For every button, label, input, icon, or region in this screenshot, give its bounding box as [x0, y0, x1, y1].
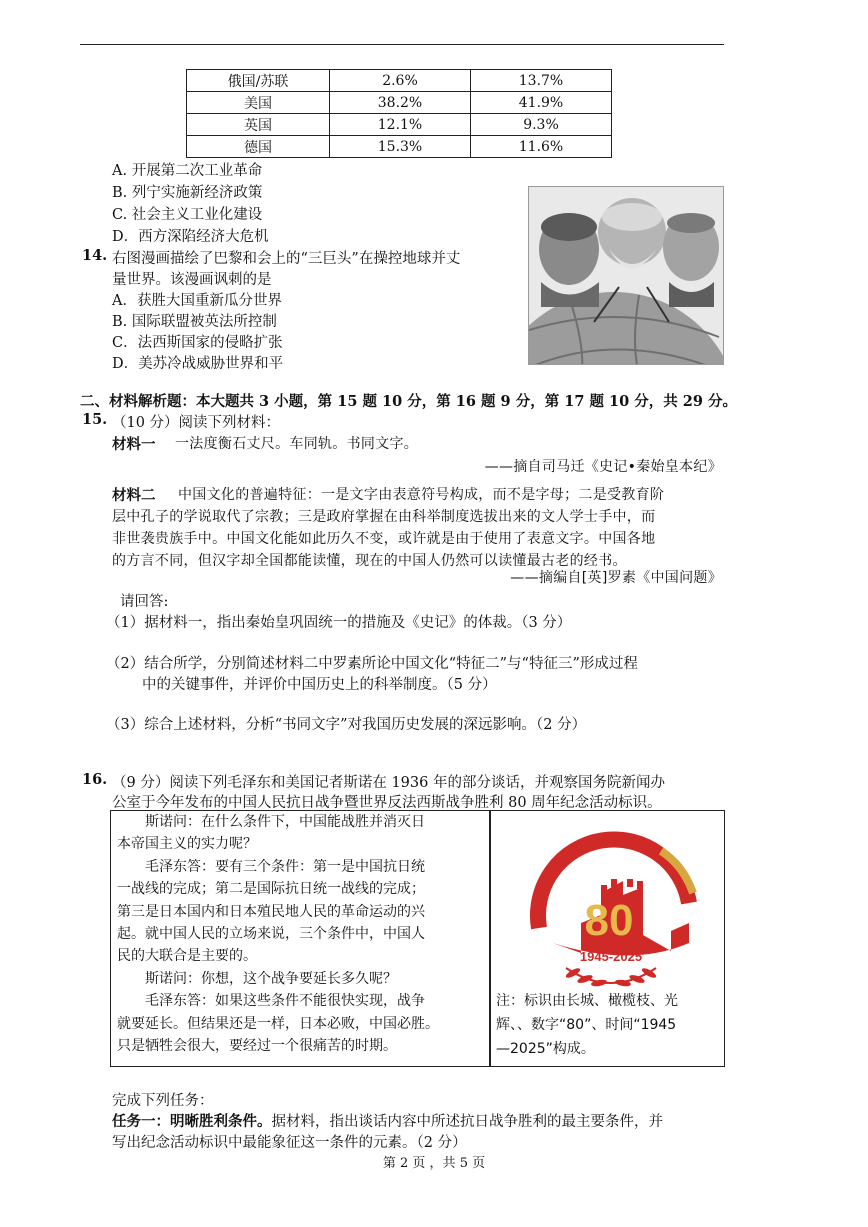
task1-text: 据材料，指出谈话内容中所述抗日战争胜利的最主要条件，并	[271, 1114, 663, 1130]
q15-sub1: （1）据材料一，指出秦始皇巩固统一的措施及《史记》的体裁。（3 分）	[106, 615, 572, 631]
q14-option-c: C．法西斯国家的侵略扩张	[112, 335, 283, 351]
logo-years: 1945-2025	[579, 949, 643, 964]
q14-stem-cont: 量世界。该漫画讽刺的是	[112, 272, 272, 288]
q16-material-box	[110, 810, 725, 1067]
dialog-line: 本帝国主义的实力呢？	[117, 836, 257, 853]
logo-number: 80	[584, 896, 634, 945]
q15-material2-line: 层中孔子的学说取代了宗教；三是政府掌握在由科举制度选拔出来的文人学士手中，而	[112, 509, 656, 525]
q15-ask: 请回答:	[120, 594, 169, 610]
table-row	[187, 70, 612, 92]
page-footer: 第 2 页 ，共 5 页	[382, 1156, 486, 1171]
q15-material2-line: 的方言不同，但汉字却全国都能读懂，现在的中国人仍然可以读懂最古老的经书。	[112, 553, 627, 569]
q16-tasks-intro: 完成下列任务：	[112, 1093, 214, 1109]
q13-option-c: C. 社会主义工业化建设	[112, 207, 263, 223]
q15-sub2-cont: 中的关键事件，并评价中国历史上的科举制度。（5 分）	[142, 677, 497, 693]
dialog-line: 民的大联合是主要的。	[117, 948, 257, 965]
table-cell: 15.3%	[330, 136, 471, 158]
q13-option-b: B. 列宁实施新经济政策	[112, 185, 263, 201]
table-row	[187, 92, 612, 114]
q16-intro-cont: 公室于今年发布的中国人民抗日战争暨世界反法西斯战争胜利 80 周年纪念活动标识。	[112, 795, 662, 811]
dialog-line: 毛泽东答：如果这些条件不能很快实现，战争	[145, 993, 425, 1010]
note-line: 辉、、数字“80”、时间“1945	[496, 1017, 677, 1033]
q15-sub2: （2）结合所学，分别简述材料二中罗素所论中国文化“特征二”与“特征三”形成过程	[106, 656, 638, 672]
q14-number: 14.	[82, 247, 108, 264]
dialog-line: 第三是日本国内和日本殖民地人民的革命运动的兴	[117, 903, 425, 920]
q15-material1-label: 材料一	[112, 436, 156, 453]
dialog-line: 斯诺问：在什么条件下，中国能战胜并消灭日	[145, 814, 425, 830]
table-cell: 2.6%	[330, 70, 471, 92]
logo-note	[496, 989, 720, 1061]
q16-number: 16.	[82, 771, 108, 788]
anniversary-logo-icon	[511, 823, 711, 993]
q13-option-a: A. 开展第二次工业革命	[112, 163, 263, 179]
q15-material2-source: ——摘编自[英]罗素《中国问题》	[510, 570, 722, 586]
dialog-line: 斯诺问：你想，这个战争要延长多久呢？	[145, 970, 397, 987]
q15-intro: （10 分）阅读下列材料：	[112, 415, 281, 431]
q15-material2-line: 非世袭贵族手中。中国文化能如此历久不变，或许就是由于使用了表意文字。中国各地	[112, 531, 656, 547]
dialog-line: 毛泽东答：要有三个条件：第一是中国抗日统	[145, 858, 425, 875]
dialog-line: 就要延长。但结果还是一样，日本必败，中国必胜。	[117, 1015, 439, 1032]
table-cell: 9.3%	[471, 114, 612, 136]
q15-material2-label: 材料二	[112, 487, 156, 504]
q15-number: 15.	[82, 411, 108, 428]
table-cell: 12.1%	[330, 114, 471, 136]
q16-task1	[112, 1110, 663, 1131]
q14-option-a: A．获胜大国重新瓜分世界	[112, 293, 282, 309]
q14-stem: 右图漫画描绘了巴黎和会上的“三巨头”在操控地球并丈	[112, 251, 461, 267]
section-heading: 二、材料解析题：本大题共 3 小题，第 15 题 10 分，第 16 题 9 分，第 17 题 10 分，共 29 分。	[80, 393, 738, 410]
table-cell: 美国	[187, 92, 330, 114]
mao-snow-dialog	[117, 811, 485, 1057]
q16-intro: （9 分）阅读下列毛泽东和美国记者斯诺在 1936 年的部分谈话，并观察国务院新闻办	[112, 775, 665, 791]
table-cell: 38.2%	[330, 92, 471, 114]
dialog-line: 只是牺牲会很大，要经过一个很痛苦的时期。	[117, 1038, 397, 1055]
q15-material1-text: 一法度衡石丈尺。车同轨。书同文字。	[175, 436, 419, 452]
q16-task1-cont: 写出纪念活动标识中最能象征这一条件的元素。（2 分）	[112, 1135, 467, 1151]
q14-option-d: D．美苏冷战威胁世界和平	[112, 356, 284, 372]
table-cell: 13.7%	[471, 70, 612, 92]
table-cell: 俄国/苏联	[187, 70, 330, 92]
q15-sub3: （3）综合上述材料，分析“书同文字”对我国历史发展的深远影响。（2 分）	[106, 717, 587, 733]
q15-material2-line: 中国文化的普遍特征：一是文字由表意符号构成，而不是字母；二是受教育阶	[178, 487, 665, 503]
table-cell: 英国	[187, 114, 330, 136]
table-cell: 11.6%	[471, 136, 612, 158]
dialog-line: 一战线的完成；第二是国际抗日统一战线的完成；	[117, 881, 425, 898]
dialog-line: 起。就中国人民的立场来说，三个条件中，中国人	[117, 926, 425, 943]
q13-option-d: D．西方深陷经济大危机	[112, 229, 269, 245]
note-line: —2025”构成。	[496, 1041, 595, 1057]
top-rule	[80, 44, 724, 45]
table-row	[187, 114, 612, 136]
industry-share-table	[186, 69, 612, 158]
table-cell: 德国	[187, 136, 330, 158]
box-divider	[489, 811, 491, 1066]
note-line: 注：标识由长城、橄榄枝、光	[496, 993, 678, 1009]
big-three-cartoon-icon	[528, 186, 724, 365]
q15-material1-source: ——摘自司马迁《史记•秦始皇本纪》	[484, 459, 722, 475]
table-row	[187, 136, 612, 158]
table-cell: 41.9%	[471, 92, 612, 114]
task1-label: 任务一：明晰胜利条件。	[112, 1113, 272, 1130]
q14-option-b: B. 国际联盟被英法所控制	[112, 314, 277, 330]
